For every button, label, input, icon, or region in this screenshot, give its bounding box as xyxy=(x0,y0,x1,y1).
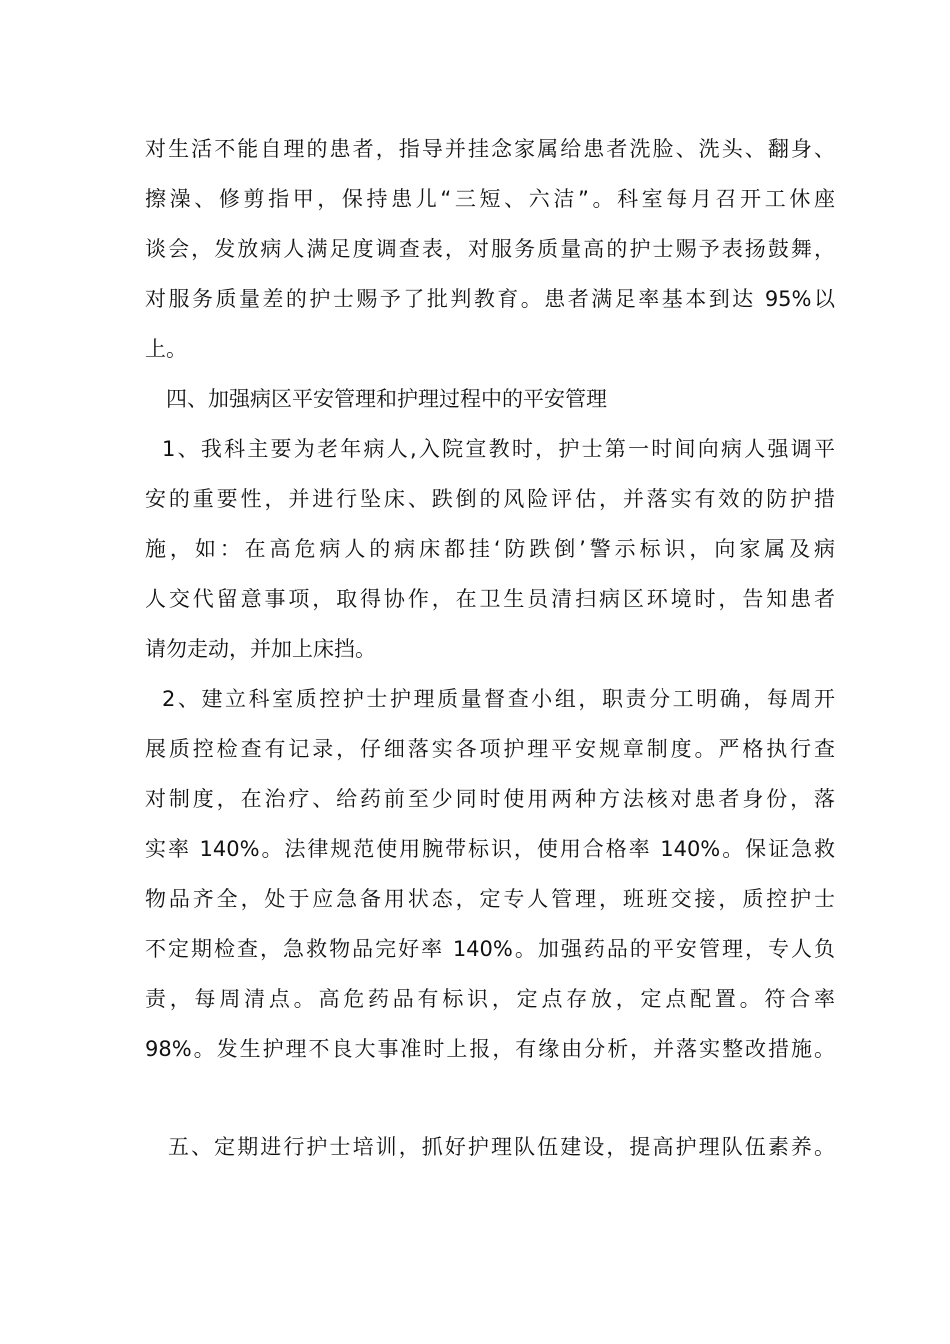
paragraph-line: 施，如：在高危病人的病床都挂‘防跌倒’警示标识，向家属及病 xyxy=(145,537,835,561)
paragraph-line: 展质控检查有记录，仔细落实各项护理平安规章制度。严格执行查 xyxy=(145,737,835,761)
section-heading: 五、定期进行护士培训，抓好护理队伍建设，提高护理队伍素养。 xyxy=(168,1135,835,1159)
paragraph-line: 请勿走动，并加上床挡。 xyxy=(145,637,376,661)
paragraph-line: 上。 xyxy=(145,337,187,361)
paragraph-line: 对服务质量差的护士赐予了批判教育。患者满足率基本到达 95%以 xyxy=(145,287,835,311)
paragraph-line: 对生活不能自理的患者，指导并挂念家属给患者洗脸、洗头、翻身、 xyxy=(145,137,835,161)
paragraph-line: 98%。发生护理不良大事准时上报，有缘由分析，并落实整改措施。 xyxy=(145,1037,835,1061)
paragraph-line: 安的重要性，并进行坠床、跌倒的风险评估，并落实有效的防护措 xyxy=(145,487,835,511)
paragraph-line: 2、建立科室质控护士护理质量督查小组，职责分工明确，每周开 xyxy=(162,687,835,711)
paragraph-line: 实率 140%。法律规范使用腕带标识，使用合格率 140%。保证急救 xyxy=(145,837,835,861)
paragraph-line: 擦澡、修剪指甲，保持患儿“三短、六洁”。科室每月召开工休座 xyxy=(145,187,835,211)
paragraph-line: 对制度，在治疗、给药前至少同时使用两种方法核对患者身份，落 xyxy=(145,787,835,811)
paragraph-line: 物品齐全，处于应急备用状态，定专人管理，班班交接，质控护士 xyxy=(145,887,835,911)
paragraph-line: 责，每周清点。高危药品有标识，定点存放，定点配置。符合率 xyxy=(145,987,835,1011)
paragraph-line: 不定期检查，急救物品完好率 140%。加强药品的平安管理，专人负 xyxy=(145,937,835,961)
paragraph-line: 谈会，发放病人满足度调查表，对服务质量高的护士赐予表扬鼓舞， xyxy=(145,237,835,261)
paragraph-line: 1、我科主要为老年病人,入院宣教时，护士第一时间向病人强调平 xyxy=(162,437,835,461)
section-heading: 四、加强病区平安管理和护理过程中的平安管理 xyxy=(166,387,607,411)
paragraph-line: 人交代留意事项，取得协作，在卫生员清扫病区环境时，告知患者 xyxy=(145,587,835,611)
